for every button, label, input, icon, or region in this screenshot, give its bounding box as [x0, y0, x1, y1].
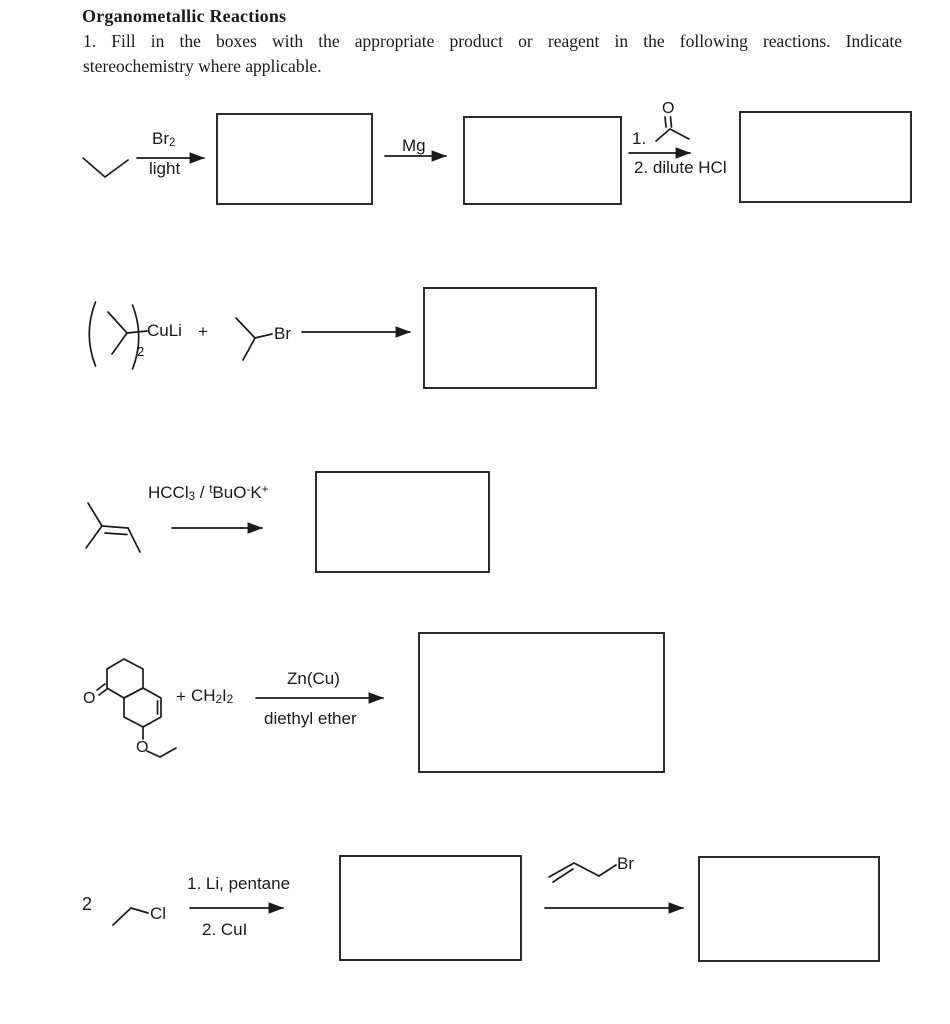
step1-label: 1.	[632, 129, 647, 148]
close-paren	[133, 305, 139, 369]
plus-sign-2: +	[176, 687, 186, 706]
br2-label: Br2	[152, 129, 176, 150]
ethyl-chloride-structure	[113, 908, 148, 925]
light-label: light	[149, 159, 181, 178]
allyl-bromide-structure	[549, 863, 616, 882]
acetone-oxygen-label: O	[662, 100, 675, 117]
bromide-label-1: Br	[274, 324, 291, 343]
instruction-line-2: stereochemistry where applicable.	[83, 56, 322, 76]
answer-box-2[interactable]	[463, 116, 622, 205]
ch2i2-label: CH2I2	[191, 686, 234, 707]
answer-box-4[interactable]	[423, 287, 597, 389]
propane-structure	[83, 158, 128, 177]
instruction-line-1: 1. Fill in the boxes with the appropriate product or reagent in the following reactions. Indicate	[83, 31, 902, 51]
answer-box-7[interactable]	[339, 855, 522, 961]
mg-label: Mg	[402, 136, 426, 155]
chloride-label: Cl	[150, 904, 167, 923]
li-pentane-label: 1. Li, pentane	[187, 874, 291, 893]
coefficient-label: 2	[82, 894, 93, 914]
isopropyl-bromide-structure	[236, 318, 272, 360]
culi-label: CuLi	[147, 321, 182, 340]
cui-label: 2. CuI	[202, 920, 248, 939]
ethoxy-oxygen-label: O	[136, 739, 149, 756]
dilute-hcl-label: 2. dilute HCl	[634, 158, 727, 177]
diethyl-ether-label: diethyl ether	[264, 709, 357, 728]
plus-sign-1: +	[198, 322, 208, 341]
answer-box-3[interactable]	[739, 111, 912, 203]
answer-box-8[interactable]	[698, 856, 880, 962]
answer-box-1[interactable]	[216, 113, 373, 205]
acetone-structure	[656, 117, 689, 141]
open-paren	[89, 302, 95, 366]
methylbutene-structure	[86, 503, 140, 552]
zncu-label: Zn(Cu)	[287, 669, 340, 688]
allyl-bromide-label: Br	[617, 854, 634, 873]
dimer-subscript-label: 2	[137, 344, 145, 359]
answer-box-5[interactable]	[315, 471, 490, 573]
answer-box-6[interactable]	[418, 632, 665, 773]
page-title: Organometallic Reactions	[82, 6, 287, 26]
hccl3-tbuok-label: HCCl3 / $^t$BuO-K+	[148, 483, 269, 504]
ketone-oxygen-label: O	[83, 690, 96, 707]
